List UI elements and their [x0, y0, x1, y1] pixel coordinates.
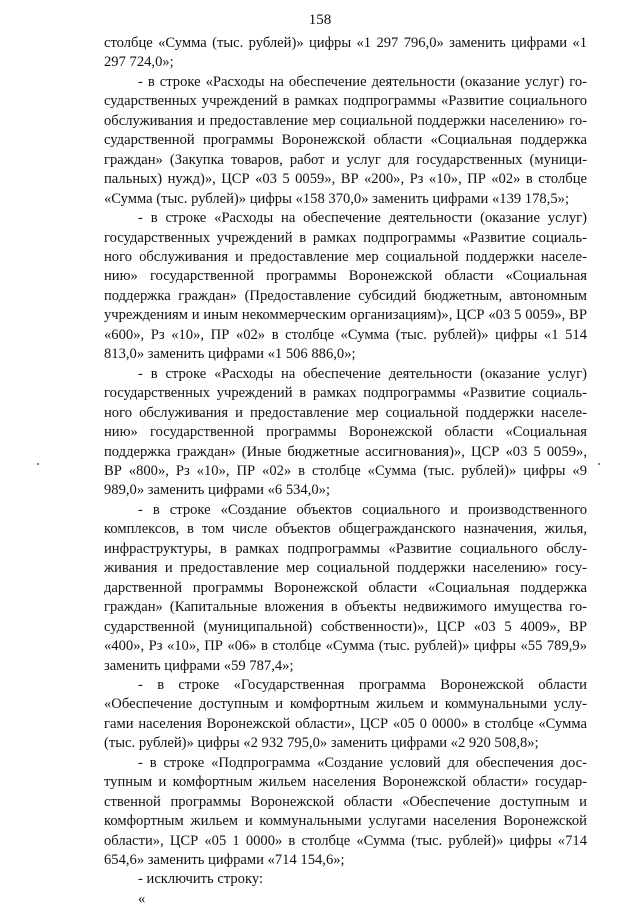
page-number: 158 [308, 12, 332, 28]
paragraph-7: - в строке «Подпрограмма «Создание условий для обеспечения доступным и комфортным жильем населения Воронежской области» государственной программы Воронежской области «Обеспечение доступным и комфортным жильем и коммунальными услугами населения Воронежской области», ЦСР «05 1 0000» в столбце «Сумма (тыс. рублей)» цифры «714 654,6» заменить цифрами «714 154,6»; [104, 754, 587, 869]
paragraph-8: - исключить строку: [138, 871, 264, 888]
paragraph-3: - в строке «Расходы на обеспечение деятельности (оказание услуг) государственных учреждений в рамках подпрограммы «Развитие социального обслуживания и предоставление мер социальной поддержки населению» государственной программы Воронежской области «Социальная поддержка граждан» (Предоставление субсидий бюджетным, автономным учреждениям и иным некоммерческим организациям)», ЦСР «03 5 0059», ВР «600», Рз «10», ПР «02» в столбце «Сумма (тыс. рублей)» цифры «1 514 813,0» заменить цифрами «1 506 886,0»; [104, 210, 587, 363]
paragraph-5: - в строке «Создание объектов социального и производственного комплексов, в том числе объектов общегражданского назначения, жилья, инфраструктуры, в рамках подпрограммы «Развитие социального обслуживания и предоставление мер социальной поддержки населению» государственной программы Воронежской области «Социальная поддержка граждан» (Капитальные вложения в объекты недвижимого имущества государственной (муниципальной) собственности)», ЦСР «03 5 4009», ВР «400», Рз «10», ПР «06» в столбце «Сумма (тыс. рублей)» цифры «55 789,9» заменить цифрами «59 787,4»; [104, 501, 587, 674]
paragraph-4: - в строке «Расходы на обеспечение деятельности (оказание услуг) государственных учреждений в рамках подпрограммы «Развитие социального обслуживания и предоставление мер социальной поддержки населению» государственной программы Воронежской области «Социальная поддержка граждан» (Иные бюджетные ассигнования)», ЦСР «03 5 0059», ВР «800», Рз «10», ПР «02» в столбце «Сумма (тыс. рублей)» цифры «9 989,0» заменить цифрами «6 534,0»; [104, 365, 587, 499]
paragraph-2: - в строке «Расходы на обеспечение деятельности (оказание услуг) государственных учреждений в рамках подпрограммы «Развитие социального обслуживания и предоставление мер социальной поддержки населению» государственной программы Воронежской области «Социальная поддержка граждан» (Закупка товаров, работ и услуг для государственных (муниципальных) нужд)», ЦСР «03 5 0059», ВР «200», Рз «10», ПР «02» в столбце «Сумма (тыс. рублей)» цифры «158 370,0» заменить цифрами «139 178,5»; [104, 73, 587, 207]
paragraph-6: - в строке «Государственная программа Воронежской области «Обеспечение доступным и комфортным жильем и коммунальными услугами населения Воронежской области», ЦСР «05 0 0000» в столбце «Сумма (тыс. рублей)» цифры «2 932 795,0» заменить цифрами «2 920 508,8»; [104, 676, 587, 752]
paragraph-1: столбце «Сумма (тыс. рублей)» цифры «1 297 796,0» заменить цифрами «1 297 724,0»; [104, 35, 587, 71]
paragraph-9: « [138, 890, 146, 907]
scan-speck [598, 463, 600, 465]
scan-speck [37, 463, 39, 465]
document-body [104, 34, 587, 909]
